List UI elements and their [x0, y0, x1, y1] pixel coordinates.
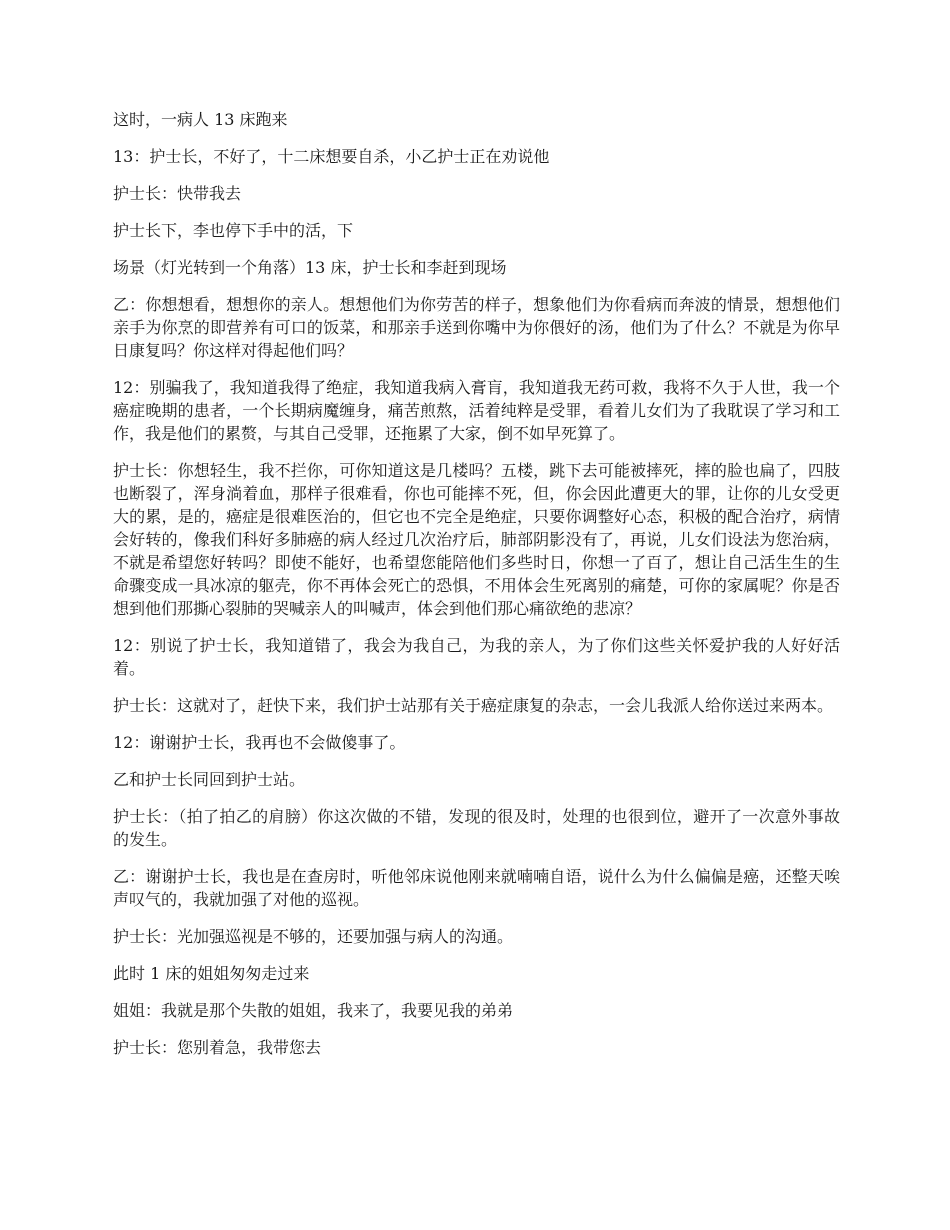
- paragraph: 护士长下，李也停下手中的活，下: [113, 221, 354, 240]
- paragraph: 乙：你想想看，想想你的亲人。想想他们为你劳苦的样子，想象他们为你看病而奔波的情景，想想他们亲手为你烹的即营养有可口的饭菜，和那亲手送到你嘴中为你偎好的汤，他们为了什么？不就是为你早日康复吗？你这样对得起他们吗？: [113, 295, 840, 360]
- paragraph: 场景（灯光转到一个角落）13 床，护士长和李赶到现场: [113, 258, 507, 277]
- paragraph: 此时 1 床的姐姐匆匆走过来: [113, 964, 310, 983]
- paragraph: 12：别说了护士长，我知道错了，我会为我自己，为我的亲人，为了你们这些关怀爱护我的人好好活着。: [113, 636, 840, 678]
- paragraph: 护士长：这就对了，赶快下来，我们护士站那有关于癌症康复的杂志，一会儿我派人给你送过来两本。: [113, 696, 834, 715]
- paragraph: 护士长：快带我去: [113, 184, 242, 203]
- paragraph: 护士长：您别着急，我带您去: [113, 1038, 322, 1057]
- paragraph: 12：别骗我了，我知道我得了绝症，我知道我病入膏肓，我知道我无药可救，我将不久于人世，我一个癌症晚期的患者，一个长期病魔缠身，痛苦煎熬，活着纯粹是受罪，看着儿女们为了我耽误了学习和工作，我是他们的累赘，与其自己受罪，还拖累了大家，倒不如早死算了。: [113, 378, 840, 443]
- paragraph: 这时，一病人 13 床跑来: [113, 110, 288, 129]
- paragraph: 护士长：（拍了拍乙的肩膀）你这次做的不错，发现的很及时，处理的也很到位，避开了一次意外事故的发生。: [113, 807, 840, 849]
- paragraph: 乙：谢谢护士长，我也是在查房时，听他邻床说他刚来就喃喃自语，说什么为什么偏偏是癌，还整天唉声叹气的，我就加强了对他的巡视。: [113, 867, 840, 909]
- document-page: [113, 108, 840, 1073]
- paragraph: 13：护士长，不好了，十二床想要自杀，小乙护士正在劝说他: [113, 147, 550, 166]
- paragraph: 护士长：你想轻生，我不拦你，可你知道这是几楼吗？五楼，跳下去可能被摔死，摔的脸也扁了，四肢也断裂了，浑身淌着血，那样子很难看，你也可能摔不死，但，你会因此遭更大的罪，让你的儿女受更大的累，是的，癌症是很难医治的，但它也不完全是绝症，只要你调整好心态，积极的配合治疗，病情会好转的，像我们科好多肺癌的病人经过几次治疗后，肺部阴影没有了，再说，儿女们设法为您治病，不就是希望您好转吗？即使不能好，也希望您能陪他们多些时日，你想一了百了，想让自己活生生的生命骤变成一具冰凉的躯壳，你不再体会死亡的恐惧，不用体会生死离别的痛楚，可你的家属呢？你是否想到他们那撕心裂肺的哭喊亲人的叫喊声，体会到他们那心痛欲绝的悲凉？: [113, 461, 840, 618]
- paragraph: 乙和护士长同回到护士站。: [113, 770, 306, 789]
- paragraph: 12：谢谢护士长，我再也不会做傻事了。: [113, 733, 406, 752]
- paragraph: 姐姐：我就是那个失散的姐姐，我来了，我要见我的弟弟: [113, 1001, 514, 1020]
- paragraph: 护士长：光加强巡视是不够的，还要加强与病人的沟通。: [113, 927, 514, 946]
